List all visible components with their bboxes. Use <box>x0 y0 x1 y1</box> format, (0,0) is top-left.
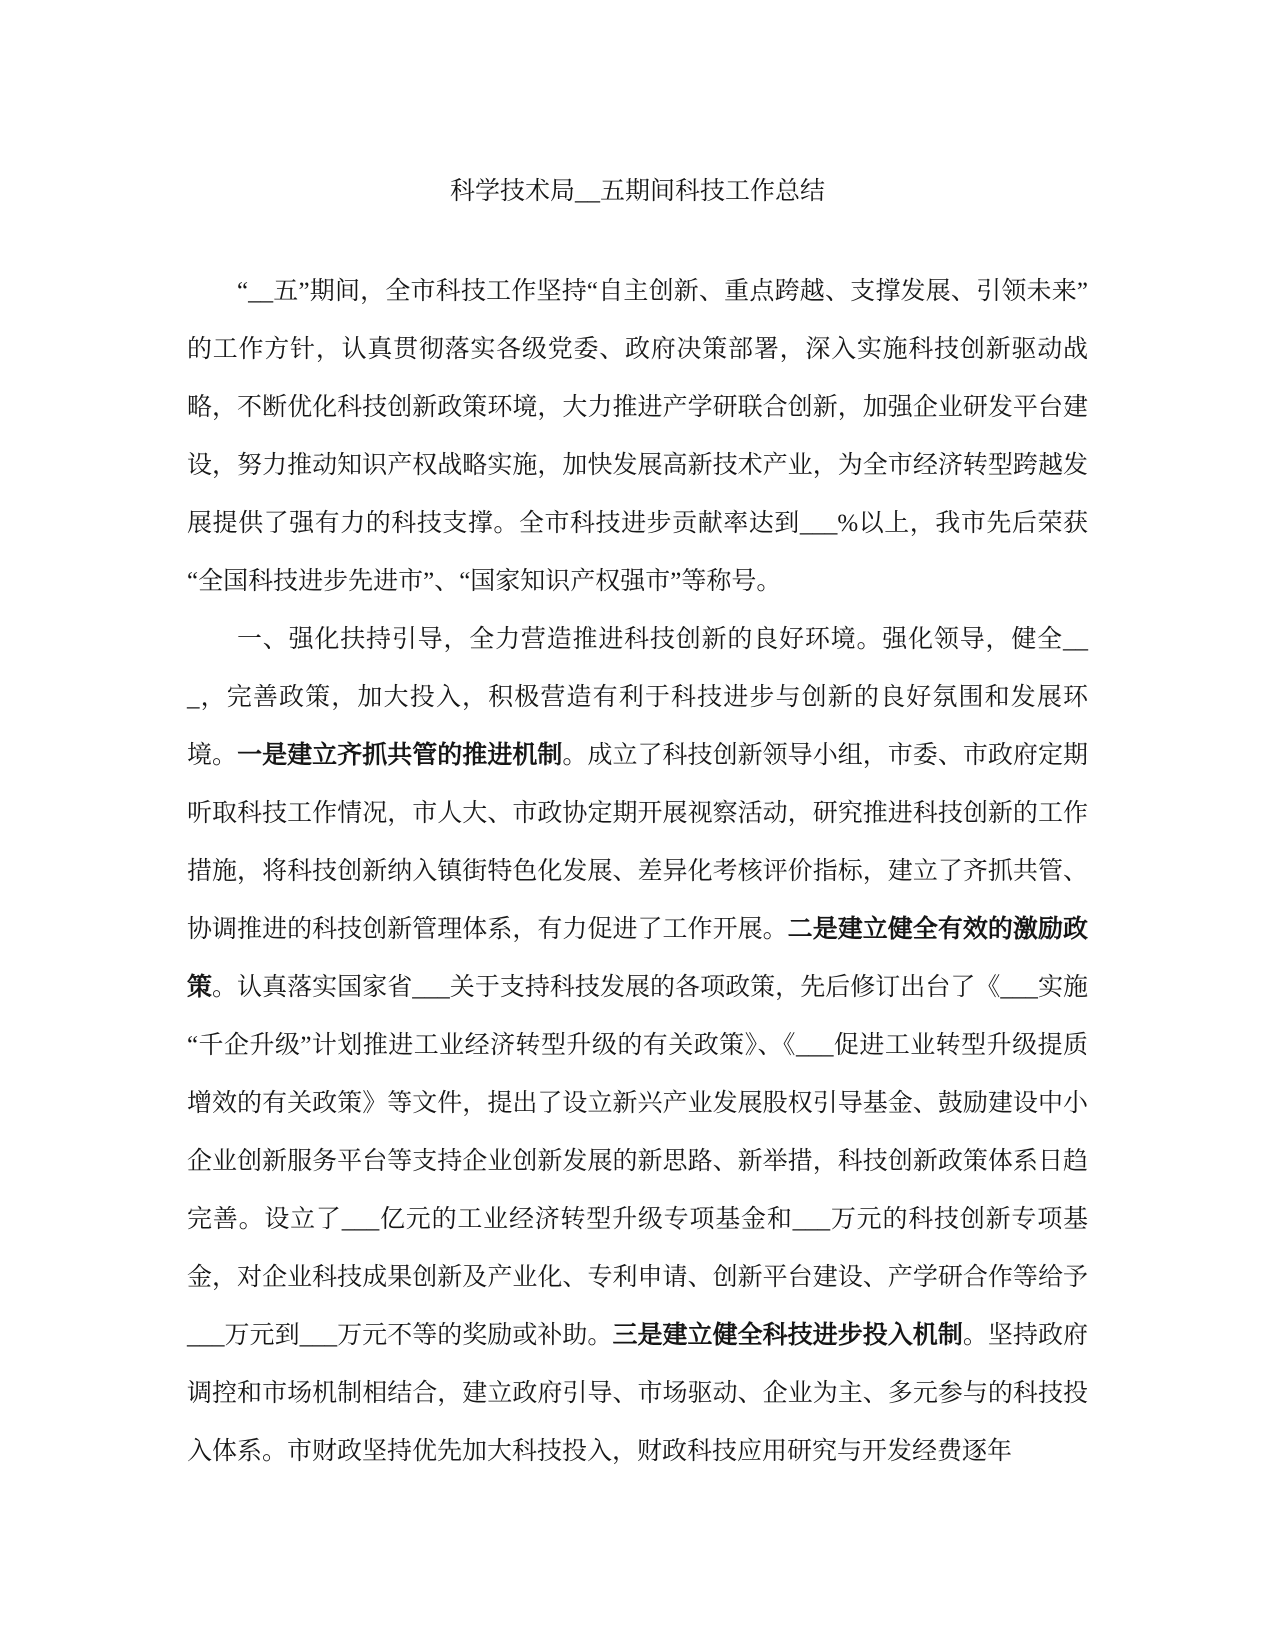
document-title: 科学技术局__五期间科技工作总结 <box>449 178 825 205</box>
text-run: “__五”期间，全市科技工作坚持“自主创新、重点跨越、支撑发展、引领未来”的工作方针，认真贯彻落实各级党委、政府决策部署，深入实施科技创新驱动战略，不断优化科技创新政策环境，大力推进产学研联合创新，加强企业研发平台建设，努力推动知识产权战略实施，加快发展高新技术产业，为全市经济转型跨越发展提供了强有力的科技支撑。全市科技进步贡献率达到___%以上，我市先后荣获“全国科技进步先进市”、“国家知识产权强市”等称号。 <box>187 278 1088 595</box>
paragraph-intro <box>187 263 1088 611</box>
text-run: 。成立了科技创新领导小组，市委、市政府定期听取科技工作情况，市人大、市政协定期开展视察活动，研究推进科技创新的工作措施，将科技创新纳入镇街特色化发展、差异化考核评价指标，建立了齐抓共管、协调推进的科技创新管理体系，有力促进了工作开展。 <box>187 742 1088 943</box>
text-run: 。坚持政府调控和市场机制相结合，建立政府引导、市场驱动、企业为主、多元参与的科技投入体系。市财政坚持优先加大科技投入，财政科技应用研究与开发经费逐年 <box>187 1322 1088 1465</box>
document-body <box>187 163 1088 1481</box>
text-run: 一、强化扶持引导，全力营造推进科技创新的良好环境。强化领导，健全___，完善政策，加大投入，积极营造有利于科技进步与创新的良好氛围和发展环境。 <box>187 626 1088 769</box>
paragraph-section-one <box>187 611 1088 1481</box>
bold-heading-run: 一是建立齐抓共管的推进机制 <box>237 742 563 769</box>
bold-heading-run: 二是建立健全有效的激励政策 <box>187 916 1088 1001</box>
text-run: 。认真落实国家省___关于支持科技发展的各项政策，先后修订出台了《___实施“千企升级”计划推进工业经济转型升级的有关政策》、《___促进工业转型升级提质增效的有关政策》等文件，提出了设立新兴产业发展股权引导基金、鼓励建设中小企业创新服务平台等支持企业创新发展的新思路、新举措，科技创新政策体系日趋完善。设立了___亿元的工业经济转型升级专项基金和___万元的科技创新专项基金，对企业科技成果创新及产业化、专利申请、创新平台建设、产学研合作等给予___万元到___万元不等的奖励或补助。 <box>187 974 1088 1349</box>
bold-heading-run: 三是建立健全科技进步投入机制 <box>612 1322 963 1349</box>
